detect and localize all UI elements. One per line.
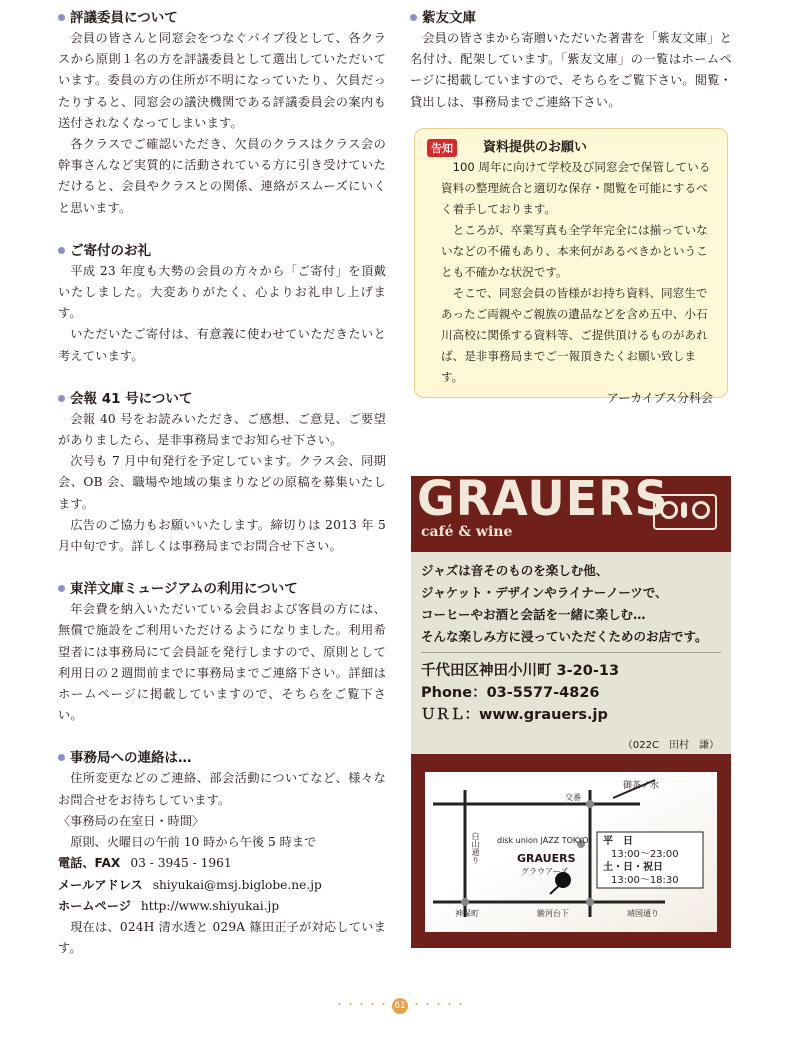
section-title: 東洋文庫ミュージアムの利用について [58, 579, 386, 599]
section-title: 事務局への連絡は… [58, 748, 386, 768]
map-label-ochanomizu: 御茶ノ水 [623, 781, 660, 791]
bullet-icon [58, 585, 65, 592]
divider [421, 652, 721, 653]
ad-map-panel [411, 754, 731, 948]
notice-box [414, 128, 728, 405]
section-title: 評議委員について [58, 8, 386, 28]
page-number: ・・・・・ 61 ・・・・・ [0, 996, 800, 1014]
section-bulletin [58, 389, 386, 557]
notice-title: 資料提供のお願い [483, 140, 588, 155]
paragraph: 住所変更などのご連絡、部会活動についてなど、様々なお問合せをお待ちしています。 [58, 771, 386, 807]
paragraph: 広告のご協力もお願いいたします。締切りは 2013 年 5 月中旬です。詳しくは事務局までお問合せ下さい。 [58, 517, 386, 554]
paragraph: 次号も 7 月中旬発行を予定しています。クラス会、同期会、OB 会、職場や地域の集まりなどの原稿を募集いたします。 [58, 454, 386, 511]
section-title: 会報 41 号について [58, 389, 386, 409]
notice-signature: アーカイブス分科会 [606, 391, 713, 405]
map-label-diskunion: disk union JAZZ TOKYO [497, 836, 589, 845]
paragraph: 会員の皆さまから寄贈いただいた著書を「紫友文庫」と名付け、配架しています。「紫友文庫」の一覧はホームページに掲載していますので、そちらをご覧下さい。閲覧・貸出しは、事務局までご連絡下さい。 [410, 31, 732, 109]
ad-header [411, 470, 731, 552]
notice-paragraph: 100 周年に向けて学校及び同窓会で保管している資料の整理統合と適切な保存・閲覧を可能にするべく着手しております。 [441, 160, 711, 216]
map-label-shop-kana: グラウアーズ [521, 867, 569, 876]
ad-logo: GRAUERS [417, 470, 669, 527]
hours-box: 平 日 13:00～23:00 土・日・祝日 13:00～18:30 [603, 836, 679, 886]
bullet-icon [58, 395, 65, 402]
ad-phone: Phone：03-5577-4826 [421, 685, 600, 701]
ad-credit: （022C 田村 謙） [622, 740, 719, 751]
grauers-ad [411, 470, 731, 948]
paragraph: 会報 40 号をお読みいただき、ご感想、ご意見、ご要望がありましたら、是非事務局までお知らせ下さい。 [58, 411, 386, 448]
section-contact [58, 748, 386, 959]
paragraph: いただいたご寄付は、有意義に使わせていただきたいと考えています。 [58, 327, 386, 363]
section-museum [58, 579, 386, 726]
ad-subtitle: café & wine [421, 524, 513, 540]
ad-copy: ジャズは音そのものを楽しむ他、 ジャケット・デザインやライナーノーツで、 コーヒーやお酒と会話を一緒に楽しむ… そんな楽しみ方に浸っていただくためのお店です。 [421, 563, 708, 644]
ad-address: 千代田区神田小川町 3-20-13 [421, 663, 620, 679]
map-label-shop: GRAUERS [517, 852, 576, 865]
map-label-yasukuni: 靖国通り [627, 909, 659, 918]
paragraph: 年会費を納入いただいている会員および客員の方には、無償で施設をご利用いただけるようになりました。利用希望者には事務局にて会員証を発行しますので、原則として利用日の２週間前までに事務局までご連絡下さい。詳細はホームページに掲載していますので、そちらをご覧下さい。 [58, 602, 386, 723]
ad-url[interactable]: ＵＲＬ：www.grauers.jp [421, 707, 608, 723]
paragraph: 会員の皆さんと同窓会をつなぐパイプ役として、各クラスから原則１名の方を評議委員として選出していただいています。委員の方の住所が不明になっていたり、欠員だったりすると、同窓会の議決機関である評議委員会の案内も送付されなくなってしまいます。 [58, 31, 386, 130]
map-label-police-box: 交番 [565, 793, 581, 802]
right-column [410, 8, 732, 135]
left-column [58, 8, 386, 981]
email-row: メールアドレス shiyukai@msj.biglobe.ne.jp [58, 877, 322, 892]
bullet-icon [58, 247, 65, 254]
notice-paragraph: ところが、卒業写真も全学年完全には揃っていないなどの不備もあり、本来何があるべきかということも不確かな状況です。 [441, 223, 708, 279]
email-link[interactable]: shiyukai@msj.biglobe.ne.jp [152, 877, 322, 892]
ad-contact [421, 660, 619, 726]
section-title: ご寄付のお礼 [58, 241, 386, 261]
map-label-hakusan: 白山通り [471, 832, 480, 864]
hours-text: 原則、火曜日の午前 10 時から午後 5 時まで [70, 835, 317, 850]
notice-tag: 告知 [427, 139, 457, 157]
section-title: 紫友文庫 [410, 8, 732, 28]
section-library [410, 8, 732, 113]
section-donation [58, 241, 386, 367]
bullet-icon [58, 14, 65, 21]
bullet-icon [410, 14, 417, 21]
map [425, 772, 717, 932]
website-link[interactable]: http://www.shiyukai.jp [140, 898, 280, 913]
website-row: ホームページ http://www.shiyukai.jp [58, 898, 280, 913]
paragraph: 各クラスでご確認いただき、欠員のクラスはクラス会の幹事さんなど実質的に活動されている方に引き受けていただけると、会員やクラスとの関係、連絡がスムーズにいくと思います。 [58, 137, 386, 215]
section-hyogi [58, 8, 386, 219]
map-label-surugadai: 駿河台下 [537, 909, 569, 918]
bullet-icon [58, 754, 65, 761]
tape-reel-icon [653, 494, 717, 530]
phone-row: 電話、FAX 03 - 3945 - 1961 [58, 856, 232, 871]
map-label-jimbocho: 神保町 [455, 909, 479, 918]
notice-paragraph: そこで、同窓会員の皆様がお持ち資料、同窓生であったご両親やご親族の遺品などを含め五中、小石川高校に関係する資料等、ご提供頂けるものがあれば、是非事務局までご一報頂きたくお願い致します。 [441, 286, 708, 384]
paragraph: 平成 23 年度も大勢の会員の方々から「ご寄付」を頂戴いたしました。大変ありがたく、心よりお礼申し上げます。 [58, 263, 386, 321]
ad-body [411, 552, 731, 754]
paragraph: 現在は、024H 清水透と 029A 篠田正子が対応しています。 [58, 919, 386, 956]
hours-heading: 〈事務局の在室日・時間〉 [58, 813, 205, 828]
